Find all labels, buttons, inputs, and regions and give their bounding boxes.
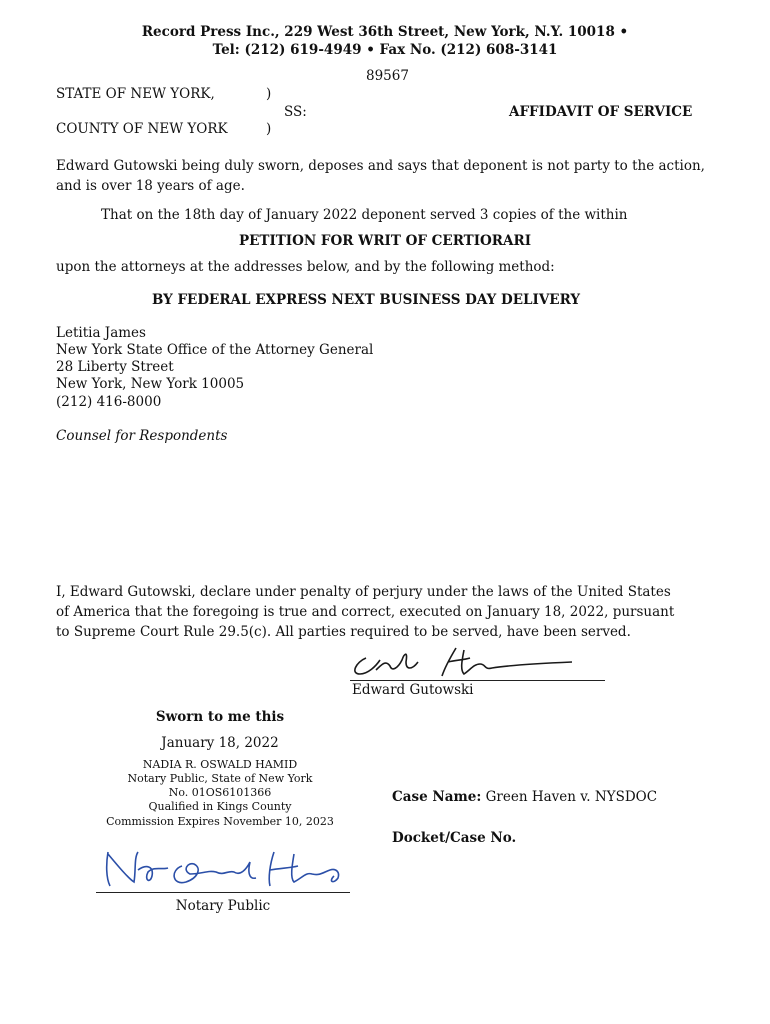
recipient-office: New York State Office of the Attorney General bbox=[56, 342, 374, 358]
recipient-city: New York, New York 10005 bbox=[56, 376, 245, 392]
notary-signature-label: Notary Public bbox=[175, 898, 271, 914]
declaration-paragraph: I, Edward Gutowski, declare under penalty of perjury under the laws of the United States of America that the foregoing is true and correct, executed on January 18, 2022, pursuant to Supreme Court Rule 29.5(c). All parties required to be served, have been served. bbox=[56, 584, 675, 640]
notary-qualified: Qualified in Kings County bbox=[148, 800, 292, 813]
notary-name: NADIA R. OSWALD HAMID bbox=[142, 758, 298, 771]
recipient-phone: (212) 416-8000 bbox=[56, 394, 162, 410]
notary-signature bbox=[98, 844, 350, 892]
method-intro: upon the attorneys at the addresses below, and by the following method: bbox=[56, 259, 555, 275]
document-title: AFFIDAVIT OF SERVICE bbox=[509, 104, 693, 120]
job-number: 89567 bbox=[366, 68, 409, 84]
intro-paragraph: Edward Gutowski being duly sworn, deposes and says that deponent is not party to the action, and is over 18 years of age. bbox=[56, 158, 705, 194]
venue-state: STATE OF NEW YORK, bbox=[56, 86, 215, 102]
venue-county: COUNTY OF NEW YORK bbox=[56, 121, 228, 137]
deponent-signature bbox=[346, 640, 586, 682]
service-method: BY FEDERAL EXPRESS NEXT BUSINESS DAY DELIVERY bbox=[151, 292, 581, 308]
recipient-street: 28 Liberty Street bbox=[56, 359, 174, 375]
case-name-value: Green Haven v. NYSDOC bbox=[485, 789, 658, 805]
notary-number: No. 01OS6101366 bbox=[168, 786, 272, 799]
notary-expires: Commission Expires November 10, 2023 bbox=[106, 815, 334, 828]
recipient-name: Letitia James bbox=[56, 325, 146, 341]
notary-title: Notary Public, State of New York bbox=[127, 772, 313, 785]
docket-label: Docket/Case No. bbox=[392, 830, 517, 846]
venue-paren-1: ) bbox=[266, 86, 272, 102]
notary-signature-line bbox=[96, 892, 350, 893]
letterhead-line-1: Record Press Inc., 229 West 36th Street, New York, N.Y. 10018 • bbox=[141, 24, 629, 40]
deponent-signature-line bbox=[350, 680, 605, 681]
deponent-name: Edward Gutowski bbox=[352, 682, 474, 698]
case-name bbox=[392, 789, 657, 805]
case-name-label: Case Name: bbox=[392, 789, 482, 805]
recipient-role: Counsel for Respondents bbox=[56, 428, 228, 444]
letterhead-line-2: Tel: (212) 619-4949 • Fax No. (212) 608-3141 bbox=[212, 42, 558, 58]
sworn-heading: Sworn to me this bbox=[155, 709, 285, 725]
venue-paren-2: ) bbox=[266, 121, 272, 137]
sworn-date: January 18, 2022 bbox=[161, 735, 279, 751]
venue-ss: SS: bbox=[284, 104, 307, 120]
document-served: PETITION FOR WRIT OF CERTIORARI bbox=[238, 233, 532, 249]
service-line: That on the 18th day of January 2022 deponent served 3 copies of the within bbox=[101, 207, 628, 223]
